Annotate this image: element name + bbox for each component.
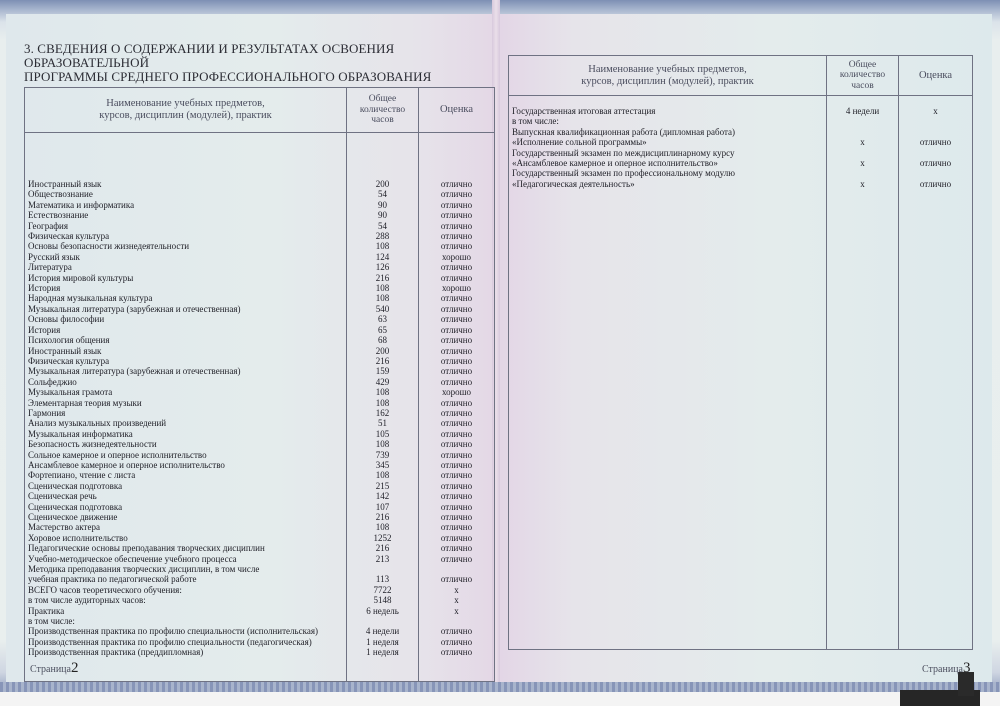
section-title: [24, 42, 494, 84]
grade-cell: x: [899, 96, 973, 117]
table-row: [25, 616, 495, 626]
subject-name-cell: Иностранный язык: [25, 133, 347, 190]
table-row: [25, 398, 495, 408]
subject-name-cell: Иностранный язык: [25, 346, 347, 356]
subject-name-cell: Сценическая подготовка: [25, 502, 347, 512]
hours-cell: 63: [347, 314, 419, 324]
attestation-table-body: [509, 96, 973, 650]
grade-header: Оценка: [419, 88, 495, 133]
hours-cell: 108: [347, 283, 419, 293]
grade-cell: отлично: [419, 460, 495, 470]
grade-cell: отлично: [419, 408, 495, 418]
table-row: [25, 491, 495, 501]
subject-name-cell: Сольное камерное и оперное исполнительство: [25, 450, 347, 460]
subject-name-cell: в том числе:: [25, 616, 347, 626]
table-row: [25, 533, 495, 543]
subject-name-cell: «Педагогическая деятельность»: [509, 179, 827, 650]
hours-cell: 1 неделя: [347, 637, 419, 647]
hours-header: [827, 56, 899, 96]
grade-cell: отлично: [419, 439, 495, 449]
table-row: [25, 637, 495, 647]
table-row: [509, 127, 973, 137]
table-row: [25, 564, 495, 574]
table-row: [25, 585, 495, 595]
hours-cell: [827, 148, 899, 158]
header-text: Наименование учебных предметов,: [106, 98, 265, 109]
page-label-text: Страница: [30, 664, 71, 675]
hours-cell: 108: [347, 398, 419, 408]
table-row: [25, 262, 495, 272]
grade-cell: отлично: [419, 522, 495, 532]
table-row: [25, 429, 495, 439]
subject-name-cell: Государственный экзамен по междисциплинарному курсу: [509, 148, 827, 158]
subjects-table: [24, 87, 495, 682]
grade-cell: [899, 116, 973, 126]
subject-name-cell: «Исполнение сольной программы»: [509, 137, 827, 147]
subject-name-cell: Ансамблевое камерное и оперное исполнительство: [25, 460, 347, 470]
grade-cell: [899, 148, 973, 158]
table-header-row: [509, 56, 973, 96]
table-row: [25, 241, 495, 251]
grade-cell: отлично: [419, 325, 495, 335]
subject-name-cell: Учебно-методическое обеспечение учебного процесса: [25, 554, 347, 564]
grade-cell: отлично: [419, 398, 495, 408]
hours-cell: 162: [347, 408, 419, 418]
hours-cell: 200: [347, 133, 419, 190]
grade-cell: отлично: [899, 137, 973, 147]
grade-cell: отлично: [419, 189, 495, 199]
header-text: количество: [839, 70, 886, 81]
subject-name-cell: История: [25, 283, 347, 293]
header-text: Общее: [848, 59, 877, 70]
grade-cell: отлично: [419, 200, 495, 210]
hours-cell: 68: [347, 335, 419, 345]
table-row: [25, 189, 495, 199]
hours-cell: 5148: [347, 595, 419, 605]
page-number-value: 2: [70, 660, 79, 676]
hours-cell: 4 недели: [347, 626, 419, 636]
table-row: [25, 387, 495, 397]
table-row: [509, 96, 973, 117]
grade-cell: отлично: [419, 626, 495, 636]
hours-cell: 1 неделя: [347, 647, 419, 682]
subject-name-cell: Основы философии: [25, 314, 347, 324]
subject-name-cell: Сценическая подготовка: [25, 481, 347, 491]
table-row: [25, 304, 495, 314]
header-text: количество: [359, 104, 406, 115]
hours-cell: 216: [347, 356, 419, 366]
table-row: [509, 148, 973, 158]
subject-name-cell: Музыкальная литература (зарубежная и отечественная): [25, 366, 347, 376]
subject-name-cell: Мастерство актера: [25, 522, 347, 532]
grade-cell: отлично: [419, 554, 495, 564]
hours-cell: 6 недель: [347, 606, 419, 616]
hours-cell: 108: [347, 293, 419, 303]
subject-name-cell: учебная практика по педагогической работе: [25, 574, 347, 584]
subject-name-cell: Математика и информатика: [25, 200, 347, 210]
table-row: [25, 606, 495, 616]
grade-cell: отлично: [419, 304, 495, 314]
hours-cell: 216: [347, 273, 419, 283]
table-row: [25, 554, 495, 564]
hours-cell: 107: [347, 502, 419, 512]
hours-cell: [347, 616, 419, 626]
subject-name-cell: «Ансамблевое камерное и оперное исполнительство»: [509, 158, 827, 168]
grade-cell: отлично: [419, 418, 495, 428]
grade-cell: отлично: [419, 231, 495, 241]
table-row: [25, 283, 495, 293]
hours-cell: 54: [347, 189, 419, 199]
grade-header: Оценка: [899, 56, 973, 96]
subject-name-cell: Музыкальная информатика: [25, 429, 347, 439]
header-text: курсов, дисциплин (модулей), практик: [581, 75, 754, 87]
subject-name-cell: Хоровое исполнительство: [25, 533, 347, 543]
table-row: [25, 522, 495, 532]
hours-cell: [347, 564, 419, 574]
hours-cell: 108: [347, 522, 419, 532]
subject-name-cell: Методика преподавания творческих дисциплин, в том числе: [25, 564, 347, 574]
grade-cell: отлично: [419, 512, 495, 522]
hours-cell: 429: [347, 377, 419, 387]
table-row: [25, 346, 495, 356]
hours-cell: [827, 116, 899, 126]
grade-cell: отлично: [419, 533, 495, 543]
hours-cell: 113: [347, 574, 419, 584]
hours-cell: 142: [347, 491, 419, 501]
subject-name-cell: Педагогические основы преподавания творческих дисциплин: [25, 543, 347, 553]
table-row: [25, 626, 495, 636]
table-row: [25, 460, 495, 470]
subject-name-cell: Выпускная квалификационная работа (дипломная работа): [509, 127, 827, 137]
table-row: [25, 502, 495, 512]
hours-cell: 124: [347, 252, 419, 262]
grade-cell: отлично: [419, 637, 495, 647]
hours-cell: 90: [347, 210, 419, 220]
hours-header: [347, 88, 419, 133]
hours-cell: 159: [347, 366, 419, 376]
table-row: [25, 450, 495, 460]
subject-name-cell: в том числе аудиторных часов:: [25, 595, 347, 605]
grade-cell: x: [419, 595, 495, 605]
table-row: [25, 293, 495, 303]
section-title-line-1: 3. СВЕДЕНИЯ О СОДЕРЖАНИИ И РЕЗУЛЬТАТАХ ОСВОЕНИЯ ОБРАЗОВАТЕЛЬНОЙ: [24, 41, 395, 70]
subject-name-cell: Психология общения: [25, 335, 347, 345]
grade-cell: x: [419, 606, 495, 616]
grade-cell: отлично: [419, 574, 495, 584]
grade-cell: отлично: [419, 221, 495, 231]
subject-name-cell: Музыкальная грамота: [25, 387, 347, 397]
subject-name-cell: Сценическая речь: [25, 491, 347, 501]
table-row: [25, 574, 495, 584]
subject-name-cell: Производственная практика (преддипломная): [25, 647, 347, 682]
hours-cell: 90: [347, 200, 419, 210]
hours-cell: 216: [347, 512, 419, 522]
hours-cell: 108: [347, 387, 419, 397]
grade-cell: [419, 616, 495, 626]
subject-name-cell: Государственная итоговая аттестация: [509, 96, 827, 117]
hours-cell: [827, 127, 899, 137]
hours-cell: 105: [347, 429, 419, 439]
header-text: часов: [371, 115, 394, 126]
hours-cell: 215: [347, 481, 419, 491]
subject-name-cell: Государственный экзамен по профессиональному модулю: [509, 168, 827, 178]
subject-name-cell: Практика: [25, 606, 347, 616]
grade-cell: отлично: [419, 470, 495, 480]
grade-cell: x: [419, 585, 495, 595]
table-row: [25, 325, 495, 335]
grade-cell: хорошо: [419, 283, 495, 293]
table-row: [25, 647, 495, 682]
subject-name-cell: Сольфеджио: [25, 377, 347, 387]
hours-cell: 108: [347, 470, 419, 480]
hours-cell: x: [827, 137, 899, 147]
table-row: [509, 137, 973, 147]
hours-cell: 126: [347, 262, 419, 272]
grade-cell: хорошо: [419, 252, 495, 262]
grade-cell: отлично: [419, 314, 495, 324]
table-row: [25, 252, 495, 262]
hours-cell: 216: [347, 543, 419, 553]
header-text: Наименование учебных предметов,: [588, 63, 747, 75]
table-row: [25, 133, 495, 190]
hours-cell: 345: [347, 460, 419, 470]
grade-cell: отлично: [419, 210, 495, 220]
subject-name-cell: Физическая культура: [25, 356, 347, 366]
grade-cell: отлично: [419, 346, 495, 356]
table-row: [25, 595, 495, 605]
hours-cell: 213: [347, 554, 419, 564]
hours-cell: 54: [347, 221, 419, 231]
hours-cell: 108: [347, 241, 419, 251]
hours-cell: 108: [347, 439, 419, 449]
table-row: [25, 273, 495, 283]
hours-cell: 200: [347, 346, 419, 356]
table-row: [25, 512, 495, 522]
grade-cell: отлично: [419, 262, 495, 272]
hours-cell: x: [827, 179, 899, 650]
subject-name-cell: Сценическое движение: [25, 512, 347, 522]
subject-name-cell: Физическая культура: [25, 231, 347, 241]
hours-cell: 540: [347, 304, 419, 314]
subject-name-cell: Элементарная теория музыки: [25, 398, 347, 408]
table-row: [509, 168, 973, 178]
table-header-row: [25, 88, 495, 133]
scan-edge: [0, 692, 1000, 706]
hours-cell: 288: [347, 231, 419, 241]
grade-cell: отлично: [419, 647, 495, 682]
subject-name-cell: Фортепиано, чтение с листа: [25, 470, 347, 480]
table-row: [25, 481, 495, 491]
grade-cell: [899, 168, 973, 178]
hours-cell: 1252: [347, 533, 419, 543]
grade-cell: отлично: [419, 377, 495, 387]
page-number-value: 3: [962, 660, 971, 676]
subject-name-cell: Производственная практика по профилю специальности (педагогическая): [25, 637, 347, 647]
table-row: [25, 210, 495, 220]
subject-name-cell: География: [25, 221, 347, 231]
table-row: [25, 200, 495, 210]
header-text: Общее: [368, 94, 397, 105]
hours-cell: 739: [347, 450, 419, 460]
hours-cell: x: [827, 158, 899, 168]
subject-name-cell: ВСЕГО часов теоретического обучения:: [25, 585, 347, 595]
subject-name-cell: Естествознание: [25, 210, 347, 220]
table-row: [25, 335, 495, 345]
header-text: курсов, дисциплин (модулей), практик: [99, 110, 272, 121]
subject-name-header: [509, 56, 827, 96]
subjects-table-body: [25, 133, 495, 682]
table-row: [25, 231, 495, 241]
table-row: [25, 543, 495, 553]
page-number-left: [30, 660, 78, 677]
grade-cell: отлично: [419, 366, 495, 376]
header-text: часов: [851, 80, 874, 91]
table-row: [25, 377, 495, 387]
grade-cell: отлично: [419, 429, 495, 439]
subject-name-cell: в том числе:: [509, 116, 827, 126]
subject-name-cell: Гармония: [25, 408, 347, 418]
grade-cell: отлично: [419, 273, 495, 283]
grade-cell: отлично: [419, 356, 495, 366]
attestation-table: [508, 55, 973, 650]
grade-cell: отлично: [899, 158, 973, 168]
table-row: [509, 116, 973, 126]
subject-name-cell: Безопасность жизнедеятельности: [25, 439, 347, 449]
grade-cell: отлично: [419, 481, 495, 491]
grade-cell: хорошо: [419, 387, 495, 397]
subject-name-cell: Основы безопасности жизнедеятельности: [25, 241, 347, 251]
hours-cell: 65: [347, 325, 419, 335]
page-label-text: Страница: [922, 664, 963, 675]
page-number-right: [922, 660, 970, 677]
table-row: [509, 179, 973, 650]
grade-cell: отлично: [419, 502, 495, 512]
subject-name-cell: Русский язык: [25, 252, 347, 262]
grade-cell: отлично: [419, 543, 495, 553]
hours-cell: 51: [347, 418, 419, 428]
hours-cell: 7722: [347, 585, 419, 595]
subject-name-cell: Музыкальная литература (зарубежная и отечественная): [25, 304, 347, 314]
table-row: [25, 439, 495, 449]
subject-name-cell: История: [25, 325, 347, 335]
table-row: [25, 408, 495, 418]
grade-cell: отлично: [419, 491, 495, 501]
grade-cell: отлично: [419, 133, 495, 190]
table-row: [25, 356, 495, 366]
subject-name-cell: История мировой культуры: [25, 273, 347, 283]
table-row: [25, 418, 495, 428]
table-row: [509, 158, 973, 168]
grade-cell: отлично: [419, 335, 495, 345]
hours-cell: 4 недели: [827, 96, 899, 117]
grade-cell: [899, 127, 973, 137]
grade-cell: отлично: [419, 241, 495, 251]
grade-cell: отлично: [419, 293, 495, 303]
grade-cell: отлично: [419, 450, 495, 460]
subject-name-cell: Производственная практика по профилю специальности (исполнительская): [25, 626, 347, 636]
subject-name-cell: Обществознание: [25, 189, 347, 199]
grade-cell: [419, 564, 495, 574]
subject-name-header: [25, 88, 347, 133]
table-row: [25, 221, 495, 231]
table-row: [25, 366, 495, 376]
subject-name-cell: Народная музыкальная культура: [25, 293, 347, 303]
section-title-line-2: ПРОГРАММЫ СРЕДНЕГО ПРОФЕССИОНАЛЬНОГО ОБРАЗОВАНИЯ: [24, 69, 432, 84]
subject-name-cell: Литература: [25, 262, 347, 272]
table-row: [25, 470, 495, 480]
table-row: [25, 314, 495, 324]
hours-cell: [827, 168, 899, 178]
grade-cell: отлично: [899, 179, 973, 650]
subject-name-cell: Анализ музыкальных произведений: [25, 418, 347, 428]
